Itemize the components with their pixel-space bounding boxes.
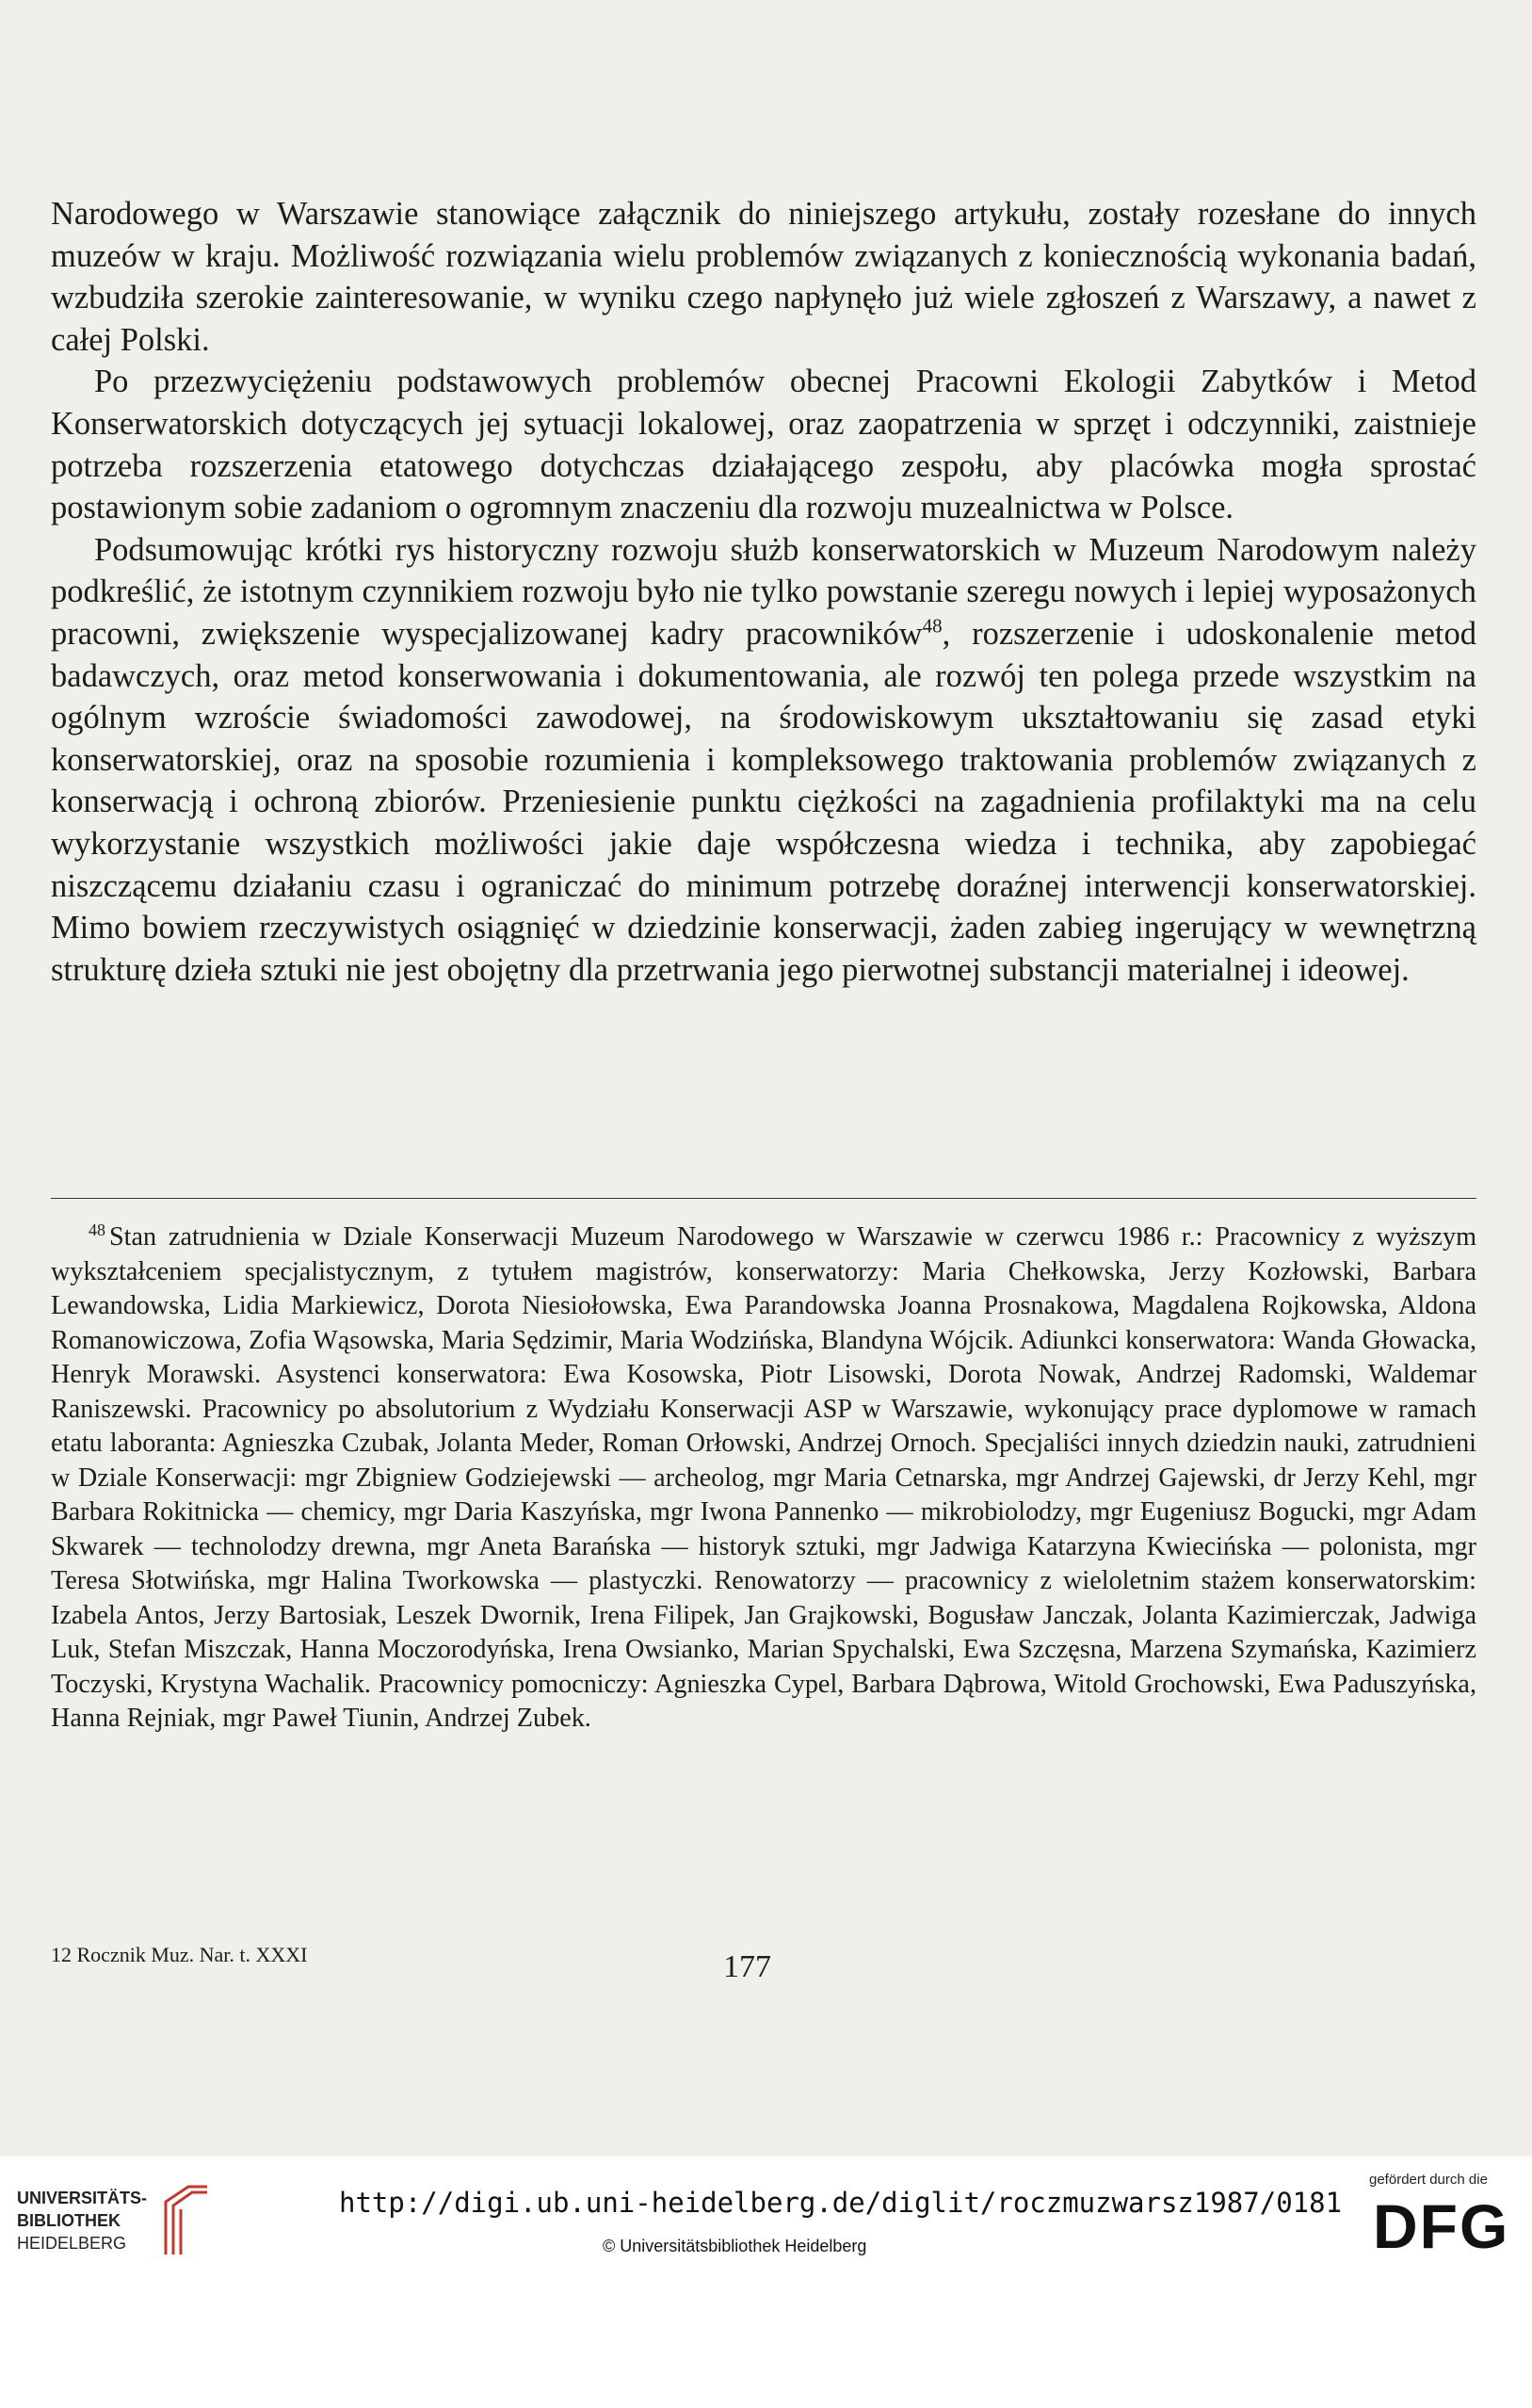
funder-note: gefördert durch die bbox=[1369, 2172, 1488, 2188]
article-body bbox=[51, 193, 1476, 991]
copyright-notice: © Universitätsbibliothek Heidelberg bbox=[603, 2237, 867, 2255]
permalink-url[interactable]: http://digi.ub.uni-heidelberg.de/diglit/roczmuzwarsz1987/0181 bbox=[339, 2187, 1343, 2219]
logo-line-1: UNIVERSITÄTS- bbox=[17, 2189, 148, 2207]
page-number: 177 bbox=[723, 1949, 771, 1984]
footnote-reference[interactable]: 48 bbox=[922, 614, 943, 638]
library-mark-icon bbox=[160, 2181, 213, 2258]
paragraph-3 bbox=[51, 529, 1476, 992]
paragraph-3-part-2: , rozszerzenie i udoskonalenie metod badawczych, oraz metod konserwowania i dokumentowania, ale rozwój ten polega przede wszystkim na ogólnym wzroście świadomości zawodowej, na środowiskowym ukształtowaniu się zasad etyki konserwatorskiej, oraz na sposobie rozumienia i kompleksowego traktowania problemów związanych z konserwacją i ochroną zbiorów. Przeniesienie punktu ciężkości na zagadnienia profilaktyki ma na celu wykorzystanie wszystkich możliwości jakie daje współczesna wiedza i technika, aby zapobiegać niszczącemu działaniu czasu i ograniczać do minimum potrzebę doraźnej interwencji konserwatorskiej. Mimo bowiem rzeczywistych osiągnięć w dziedzinie konserwacji, żaden zabieg ingerujący w wewnętrzną strukturę dzieła sztuki nie jest obojętny dla przetrwania jego pierwotnej substancji materialnej i ideowej. bbox=[51, 615, 1476, 988]
paragraph-1: Narodowego w Warszawie stanowiące załącznik do niniejszego artykułu, zostały rozesłane do innych muzeów w kraju. Możliwość rozwiązania wielu problemów związanych z koniecznością wykonania badań, wzbudziła szerokie zainteresowanie, w wyniku czego napłynęło już wiele zgłoszeń z Warszawy, a nawet z całej Polski. bbox=[51, 196, 1476, 358]
footnote-text: Stan zatrudnienia w Dziale Konserwacji Muzeum Narodowego w Warszawie w czerwcu 1986 r.: Pracownicy z wyższym wykształceniem specjalistycznym, z tytułem magistrów, konserwatorzy: Maria Chełkowska, Jerzy Kozłowski, Barbara Lewandowska, Lidia Markiewicz, Dorota Niesiołowska, Ewa Parandowska Joanna Prosnakowa, Magdalena Rojkowska, Aldona Romanowiczowa, Zofia Wąsowska, Maria Sędzimir, Maria Wodzińska, Blandyna Wójcik. Adiunkci konserwatora: Wanda Głowacka, Henryk Morawski. Asystenci konserwatora: Ewa Kosowska, Piotr Lisowski, Dorota Nowak, Andrzej Radomski, Waldemar Raniszewski. Pracownicy po absolutorium z Wydziału Konserwacji ASP w Warszawie, wykonujący prace dyplomowe w ramach etatu laboranta: Agnieszka Czubak, Jolanta Meder, Roman Orłowski, Andrzej Ornoch. Specjaliści innych dziedzin nauki, zatrudnieni w Dziale Konserwacji: mgr Zbigniew Godziejewski — archeolog, mgr Maria Cetnarska, mgr Andrzej Gajewski, dr Jerzy Kehl, mgr Barbara Rokitnicka — chemicy, mgr Daria Kaszyńska, mgr Iwona Pannenko — mikrobiolodzy, mgr Eugeniusz Bogucki, mgr Adam Skwarek — technolodzy drewna, mgr Aneta Barańska — historyk sztuki, mgr Jadwiga Katarzyna Kwiecińska — polonista, mgr Teresa Słotwińska, mgr Halina Tworkowska — plastyczki. Renowatorzy — pracownicy z wieloletnim stażem konserwatorskim: Izabela Antos, Jerzy Bartosiak, Leszek Dwornik, Irena Filipek, Jan Grajkowski, Bogusław Janczak, Jolanta Kazimierczak, Jadwiga Luk, Stefan Miszczak, Hanna Moczorodyńska, Irena Owsianko, Marian Spychalski, Ewa Szczęsna, Marzena Szymańska, Kazimierz Toczyski, Krystyna Wachalik. Pracownicy pomocniczy: Agnieszka Cypel, Barbara Dąbrowa, Witold Grochowski, Ewa Paduszyńska, Hanna Rejniak, mgr Paweł Tiunin, Andrzej Zubek. bbox=[51, 1222, 1476, 1733]
paragraph-3-part-1: Podsumowując krótki rys historyczny rozwoju służb konserwatorskich w Muzeum Narodowym należy podkreślić, że istotnym czynnikiem rozwoju było nie tylko powstanie szeregu nowych i lepiej wyposażonych pracowni, zwiększenie wyspecjalizowanej kadry pracowników bbox=[51, 531, 1476, 652]
dfg-logo[interactable]: DFG bbox=[1373, 2191, 1510, 2261]
running-footer: 12 Rocznik Muz. Nar. t. XXXI bbox=[51, 1943, 308, 1966]
footnote-divider bbox=[51, 1198, 1476, 1199]
logo-line-2: BIBLIOTHEK bbox=[17, 2211, 121, 2230]
paragraph-2: Po przezwyciężeniu podstawowych problemów obecnej Pracowni Ekologii Zabytków i Metod Konserwatorskich dotyczących jej sytuacji lokalowej, oraz zaopatrzenia w sprzęt i odczynniki, zaistnieje potrzeba rozszerzenia etatowego dotychczas działającego zespołu, aby placówka mogła sprostać postawionym sobie zadaniom o ogromnym znaczeniu dla rozwoju muzealnictwa w Polsce. bbox=[51, 364, 1476, 526]
footnote-48 bbox=[51, 1220, 1476, 1737]
university-library-logo[interactable] bbox=[17, 2187, 147, 2254]
footnote-mark: 48 bbox=[89, 1220, 105, 1239]
logo-line-3: HEIDELBERG bbox=[17, 2234, 127, 2253]
